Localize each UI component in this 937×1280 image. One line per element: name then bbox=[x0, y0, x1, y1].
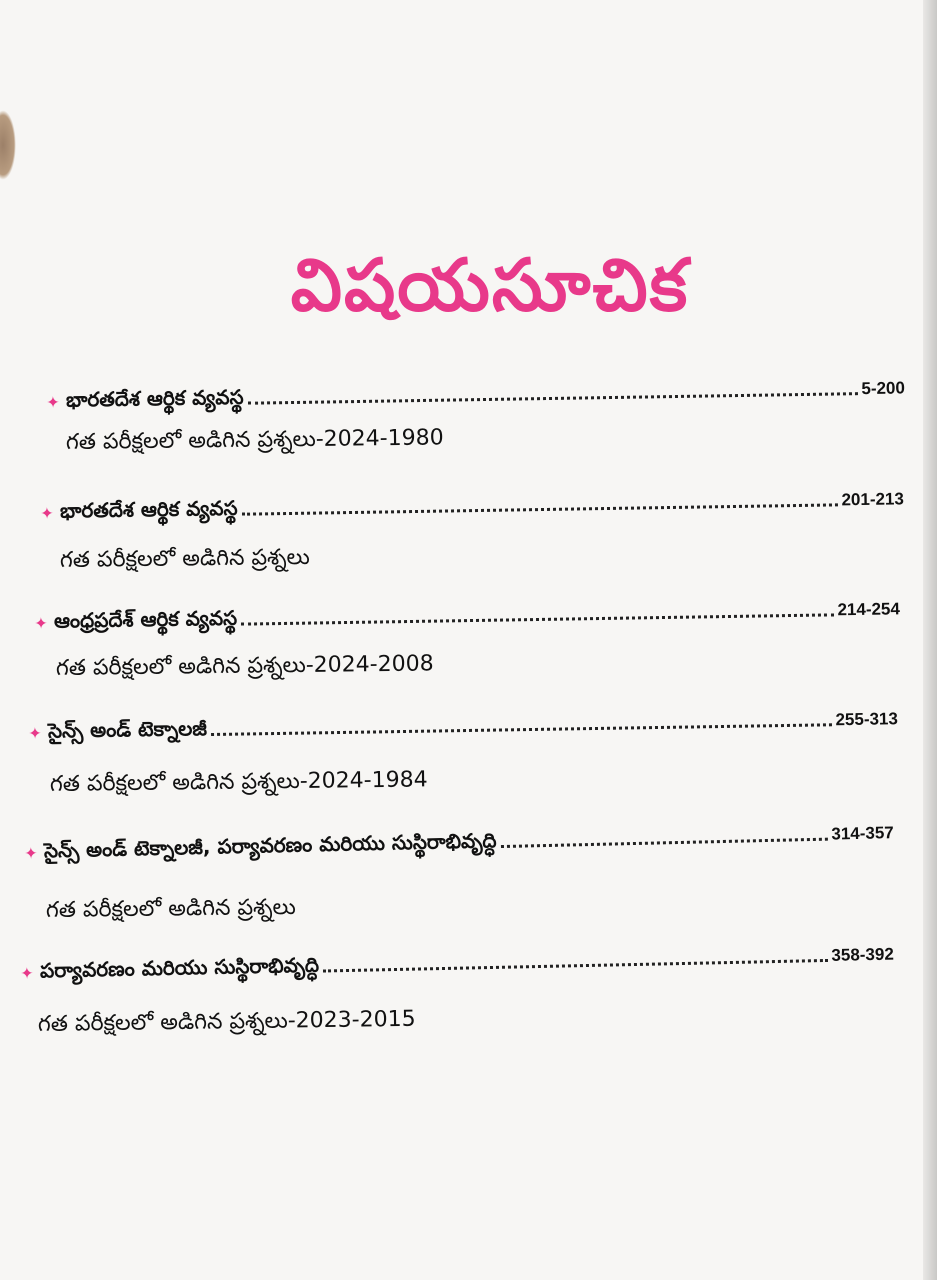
entry-title: భారతదేశ ఆర్థిక వ్యవస్థ bbox=[65, 384, 244, 412]
page-range: 201-213 bbox=[841, 489, 905, 510]
diamond-bullet-icon: ✦ bbox=[24, 843, 38, 863]
entry-subtitle: గత పరీక్షలలో అడిగిన ప్రశ్నలు-2023-2015 bbox=[37, 1006, 416, 1037]
dot-leader bbox=[242, 501, 838, 515]
page-range: 255-313 bbox=[835, 709, 899, 730]
diamond-bullet-icon: ✦ bbox=[34, 613, 48, 633]
entry-subtitle: గత పరీక్షలలో అడిగిన ప్రశ్నలు bbox=[59, 544, 310, 573]
dot-leader bbox=[241, 611, 833, 625]
entry-title: సైన్స్ అండ్ టెక్నాలజీ, పర్యావరణం మరియు సుస్థిరాభివృద్ధి bbox=[43, 827, 497, 862]
diamond-bullet-icon: ✦ bbox=[40, 503, 54, 523]
page-range: 214-254 bbox=[837, 599, 901, 620]
dot-leader bbox=[248, 390, 858, 405]
page-range: 314-357 bbox=[831, 823, 894, 844]
dot-leader bbox=[323, 956, 828, 972]
entry-title: ఆంధ్రప్రదేశ్ ఆర్థిక వ్యవస్థ bbox=[53, 605, 238, 633]
toc-entry bbox=[28, 592, 900, 640]
entry-subtitle: గత పరీక్షలలో అడిగిన ప్రశ్నలు-2024-1984 bbox=[49, 767, 428, 797]
toc-entry bbox=[18, 816, 895, 870]
entry-title: సైన్స్ అండ్ టెక్నాలజీ bbox=[47, 715, 208, 743]
page-title: విషయసూచిక bbox=[290, 243, 690, 327]
entry-title: భారతదేశ ఆర్థిక వ్యవస్థ bbox=[59, 495, 238, 523]
toc-entry bbox=[14, 938, 895, 990]
diamond-bullet-icon: ✦ bbox=[28, 723, 42, 743]
dot-leader bbox=[211, 721, 832, 736]
toc-entry bbox=[34, 482, 904, 530]
entry-title: పర్యావరణం మరియు సుస్థిరాభివృద్ధి bbox=[39, 952, 320, 982]
toc-entry bbox=[40, 371, 905, 419]
page-range: 5-200 bbox=[861, 378, 906, 399]
diamond-bullet-icon: ✦ bbox=[20, 963, 34, 983]
dot-leader bbox=[500, 835, 827, 847]
entry-subtitle: గత పరీక్షలలో అడిగిన ప్రశ్నలు-2024-1980 bbox=[65, 425, 444, 455]
entry-subtitle: గత పరీక్షలలో అడిగిన ప్రశ్నలు bbox=[45, 894, 296, 923]
entry-subtitle: గత పరీక్షలలో అడిగిన ప్రశ్నలు-2024-2008 bbox=[55, 651, 434, 681]
toc-entry bbox=[22, 702, 898, 750]
page-range: 358-392 bbox=[831, 944, 894, 965]
diamond-bullet-icon: ✦ bbox=[46, 392, 60, 412]
